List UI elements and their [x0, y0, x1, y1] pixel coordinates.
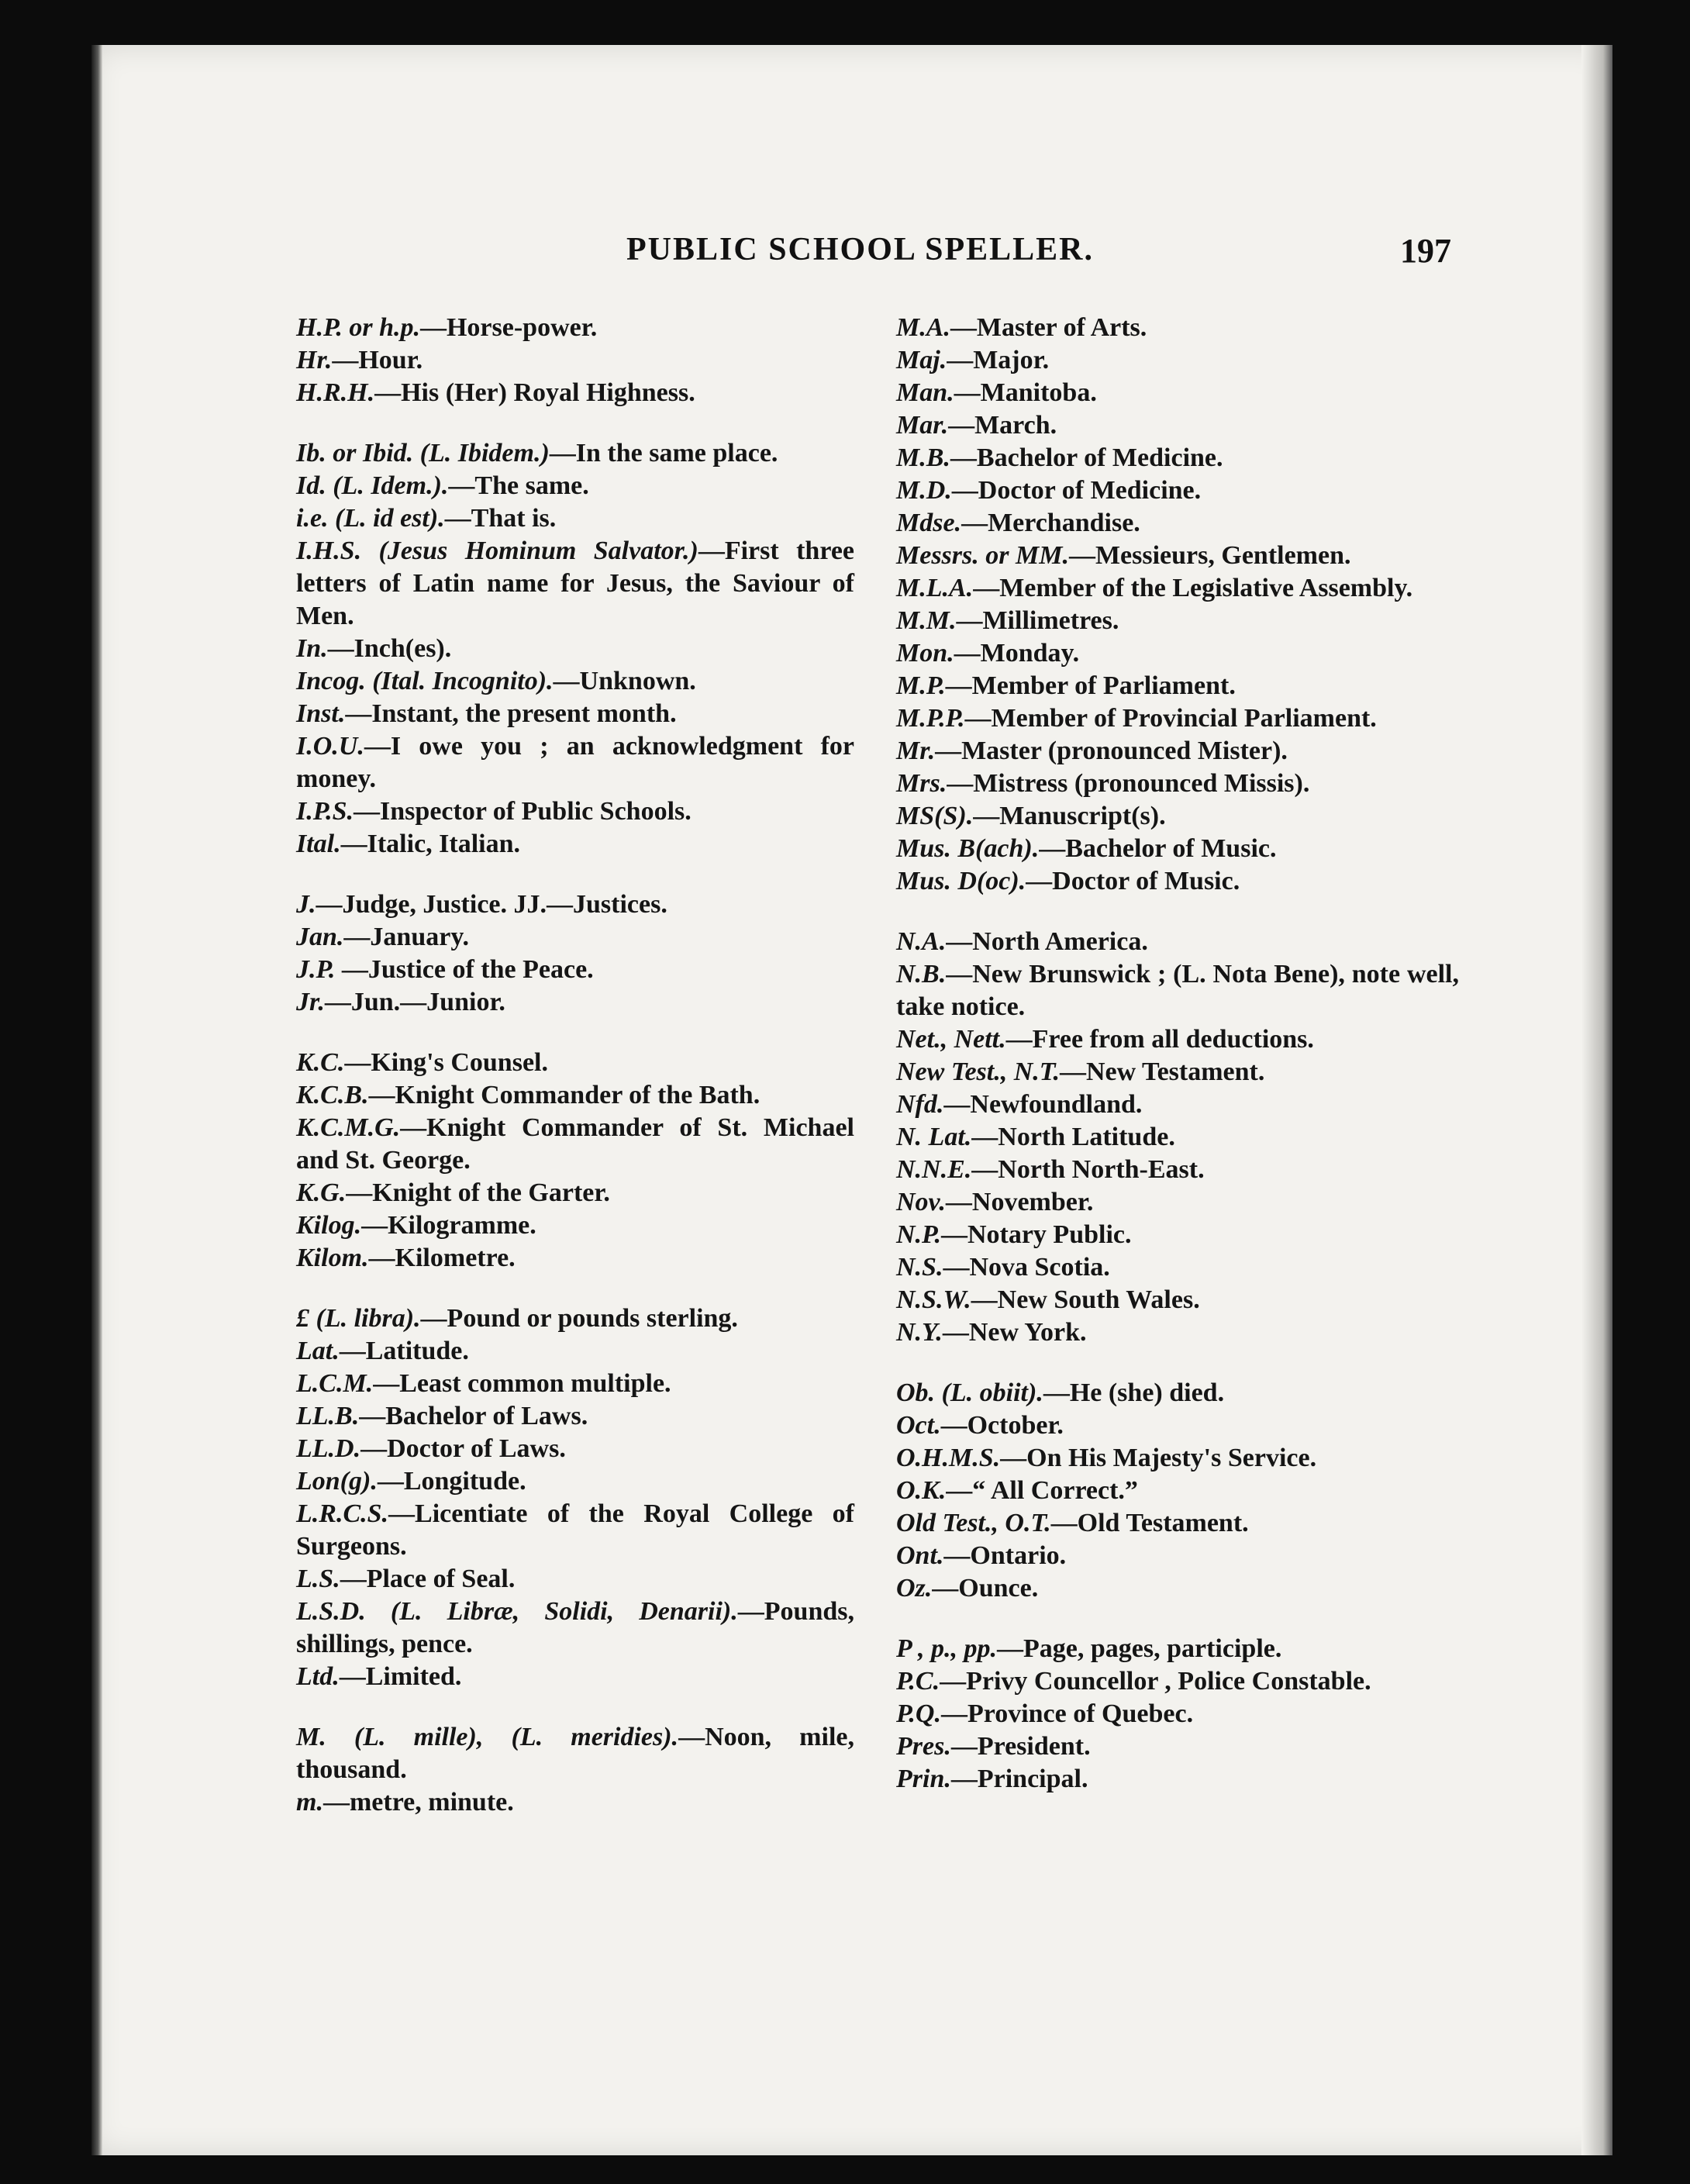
abbreviation-definition: —Longitude. — [377, 1467, 526, 1496]
abbreviation-term: Jan. — [296, 923, 344, 951]
abbreviation-term: Ob. (L. obiit). — [896, 1378, 1043, 1407]
abbreviation-term: Mr. — [896, 737, 936, 765]
abbreviation-entry — [296, 954, 854, 986]
abbreviation-definition: —Old Testament. — [1050, 1509, 1249, 1537]
abbreviation-term: m. — [296, 1788, 323, 1817]
abbreviation-entry — [296, 1302, 854, 1335]
abbreviation-definition: —North America. — [946, 927, 1148, 956]
abbreviation-entry — [296, 1433, 854, 1465]
abbreviation-definition: —Pounds, shillings, pence. — [296, 1597, 854, 1658]
abbreviation-term: Man. — [896, 378, 954, 407]
abbreviation-entry — [896, 377, 1459, 409]
abbreviation-definition: —November. — [945, 1188, 1094, 1216]
abbreviation-entry — [296, 1563, 854, 1596]
abbreviation-entry — [296, 1112, 854, 1177]
abbreviation-entry — [896, 670, 1459, 702]
abbreviation-definition: —Manuscript(s). — [973, 802, 1166, 830]
abbreviation-definition: —Major. — [947, 346, 1050, 374]
abbreviation-term: Lat. — [296, 1337, 340, 1365]
abbreviation-definition: —Bachelor of Medicine. — [950, 443, 1223, 472]
abbreviation-entry — [896, 1377, 1459, 1409]
abbreviation-entry — [296, 535, 854, 633]
abbreviation-entry — [296, 470, 854, 502]
abbreviation-definition: —metre, minute. — [322, 1788, 514, 1817]
abbreviation-term: Oz. — [896, 1574, 933, 1603]
abbreviation-term: P , p., pp. — [896, 1634, 998, 1663]
abbreviation-term: Messrs. or MM. — [896, 541, 1069, 570]
abbreviation-entry — [896, 926, 1459, 958]
abbreviation-entry — [896, 1089, 1459, 1121]
abbreviation-definition: —Italic, Italian. — [340, 830, 521, 858]
abbreviation-definition: —October. — [940, 1411, 1064, 1440]
abbreviation-definition: —Noon, mile, thousand. — [296, 1723, 854, 1784]
abbreviation-term: Nfd. — [896, 1090, 944, 1119]
abbreviation-entry — [296, 1209, 854, 1242]
abbreviation-definition: —Doctor of Laws. — [360, 1434, 566, 1463]
abbreviation-term: M.D. — [896, 476, 952, 505]
abbreviation-entry — [896, 1507, 1459, 1540]
abbreviation-entry — [896, 540, 1459, 572]
abbreviation-entry — [296, 986, 854, 1019]
abbreviation-entry — [296, 312, 854, 344]
abbreviation-entry — [896, 507, 1459, 540]
page-edge — [1581, 45, 1612, 2155]
abbreviation-entry — [896, 768, 1459, 800]
abbreviation-definition: —Horse-power. — [419, 313, 598, 342]
abbreviation-entry — [296, 1079, 854, 1112]
abbreviation-entry — [296, 633, 854, 665]
abbreviation-entry — [296, 1177, 854, 1209]
abbreviation-definition: —I owe you ; an acknowledgment for money. — [296, 732, 854, 793]
abbreviation-entry — [896, 865, 1459, 898]
abbreviation-definition: —Doctor of Music. — [1026, 867, 1240, 895]
abbreviation-entry — [896, 1121, 1459, 1154]
abbreviation-entry — [896, 1219, 1459, 1251]
abbreviation-entry — [896, 1633, 1459, 1665]
abbreviation-entry — [896, 442, 1459, 474]
abbreviation-term: Ital. — [296, 830, 341, 858]
abbreviation-definition: —Principal. — [950, 1765, 1088, 1793]
abbreviation-term: New Test., N.T. — [896, 1057, 1060, 1086]
abbreviation-entry — [896, 1056, 1459, 1089]
abbreviation-definition: —Kilometre. — [368, 1244, 516, 1272]
abbreviation-definition: —Merchandise. — [961, 509, 1140, 537]
abbreviation-entry — [296, 344, 854, 377]
abbreviation-entry — [896, 409, 1459, 442]
abbreviation-entry — [896, 1154, 1459, 1186]
abbreviation-term: £ (L. libra). — [296, 1304, 421, 1333]
abbreviation-term: Id. (L. Idem.). — [296, 471, 449, 500]
abbreviation-entry — [896, 344, 1459, 377]
abbreviation-term: I.P.S. — [296, 797, 354, 826]
abbreviation-definition: —Latitude. — [339, 1337, 469, 1365]
abbreviation-entry — [296, 1400, 854, 1433]
abbreviation-entry — [296, 1721, 854, 1786]
abbreviation-term: Maj. — [896, 346, 947, 374]
abbreviation-definition: —Member of Parliament. — [945, 671, 1236, 700]
abbreviation-term: N.P. — [896, 1220, 941, 1249]
page-number: 197 — [1400, 232, 1451, 270]
abbreviation-entry — [296, 921, 854, 954]
abbreviation-term: Old Test., O.T. — [896, 1509, 1051, 1537]
abbreviation-term: Net., Nett. — [896, 1025, 1006, 1054]
abbreviation-term: Mdse. — [896, 509, 962, 537]
abbreviation-term: Inst. — [296, 699, 346, 728]
abbreviation-entry — [896, 637, 1459, 670]
abbreviation-term: MS(S). — [896, 802, 974, 830]
abbreviation-entry — [896, 1316, 1459, 1349]
abbreviation-definition: —Messieurs, Gentlemen. — [1068, 541, 1351, 570]
abbreviation-definition: —Place of Seal. — [340, 1565, 516, 1593]
abbreviation-term: M. (L. mille), (L. meridies). — [296, 1723, 679, 1751]
abbreviation-term: M.B. — [896, 443, 950, 472]
abbreviation-entry — [896, 1665, 1459, 1698]
abbreviation-definition: —Nova Scotia. — [943, 1253, 1110, 1282]
abbreviation-definition: —New Brunswick ; (L. Nota Bene), note well, take notice. — [896, 960, 1459, 1021]
abbreviation-term: Oct. — [896, 1411, 941, 1440]
abbreviation-entry — [296, 1047, 854, 1079]
abbreviation-entry — [296, 377, 854, 409]
abbreviation-term: M.P. — [896, 671, 946, 700]
abbreviation-entry — [896, 1540, 1459, 1572]
abbreviation-entry — [296, 795, 854, 828]
abbreviation-term: K.C. — [296, 1048, 345, 1077]
abbreviation-entry — [896, 702, 1459, 735]
abbreviation-definition: —Province of Quebec. — [940, 1699, 1194, 1728]
abbreviation-entry — [296, 828, 854, 861]
abbreviation-entry — [896, 1698, 1459, 1730]
abbreviation-term: L.R.C.S. — [296, 1499, 389, 1528]
abbreviation-term: M.P.P. — [896, 704, 965, 733]
page-header — [0, 231, 1690, 278]
abbreviation-definition: —Doctor of Medicine. — [951, 476, 1202, 505]
abbreviation-definition: —Judge, Justice. JJ.—Justices. — [316, 890, 667, 919]
abbreviation-entry — [896, 1284, 1459, 1316]
abbreviation-term: Mar. — [896, 411, 949, 440]
abbreviation-term: In. — [296, 634, 328, 663]
abbreviation-term: N. Lat. — [896, 1123, 972, 1151]
abbreviation-definition: —Jun.—Junior. — [324, 988, 505, 1016]
running-title: PUBLIC SCHOOL SPELLER. — [626, 232, 1094, 267]
abbreviation-definition: —Bachelor of Music. — [1039, 834, 1277, 863]
abbreviation-entry — [296, 1661, 854, 1693]
abbreviation-entry — [896, 958, 1459, 1023]
abbreviation-term: Mon. — [896, 639, 954, 668]
abbreviation-definition: —New Testament. — [1059, 1057, 1265, 1086]
abbreviation-term: Hr. — [296, 346, 333, 374]
abbreviation-term: Kilog. — [296, 1211, 362, 1240]
abbreviation-definition: —Notary Public. — [940, 1220, 1132, 1249]
abbreviation-definition: —Instant, the present month. — [345, 699, 677, 728]
abbreviation-term: K.C.B. — [296, 1081, 369, 1109]
abbreviation-entry — [296, 730, 854, 795]
abbreviation-term: L.C.M. — [296, 1369, 374, 1398]
abbreviation-definition: —That is. — [444, 504, 557, 533]
abbreviation-term: Ib. or Ibid. (L. Ibidem.) — [296, 439, 550, 468]
abbreviation-term: I.O.U. — [296, 732, 364, 761]
abbreviation-definition: —President. — [950, 1732, 1091, 1761]
abbreviation-entry — [896, 1572, 1459, 1605]
abbreviation-term: H.P. or h.p. — [296, 313, 420, 342]
abbreviation-term: N.Y. — [896, 1318, 943, 1347]
abbreviation-definition: —Master of Arts. — [950, 313, 1147, 342]
abbreviation-term: M.M. — [896, 606, 957, 635]
abbreviation-entry — [296, 888, 854, 921]
abbreviation-entry — [296, 437, 854, 470]
abbreviation-definition: —Mistress (pronounced Missis). — [947, 769, 1310, 798]
abbreviation-term: M.L.A. — [896, 574, 974, 602]
abbreviation-entry — [896, 312, 1459, 344]
abbreviation-definition: —Least common multiple. — [373, 1369, 671, 1398]
abbreviation-term: N.S. — [896, 1253, 943, 1282]
abbreviation-definition: —New York. — [942, 1318, 1087, 1347]
abbreviation-entry — [296, 1596, 854, 1661]
abbreviation-term: Lon(g). — [296, 1467, 378, 1496]
abbreviation-term: I.H.S. (Jesus Hominum Salvator.) — [296, 537, 698, 565]
abbreviation-term: P.Q. — [896, 1699, 941, 1728]
abbreviation-term: Jr. — [296, 988, 325, 1016]
abbreviation-definition: —North North-East. — [971, 1155, 1205, 1184]
abbreviation-term: K.G. — [296, 1178, 347, 1207]
abbreviation-entry — [296, 502, 854, 535]
abbreviation-definition: —Knight Commander of the Bath. — [368, 1081, 760, 1109]
abbreviation-definition: —Millimetres. — [956, 606, 1119, 635]
left-column — [296, 312, 854, 1819]
abbreviation-term: Prin. — [896, 1765, 951, 1793]
abbreviation-definition: —Bachelor of Laws. — [359, 1402, 588, 1430]
abbreviation-term: Kilom. — [296, 1244, 369, 1272]
abbreviation-definition: —First three letters of Latin name for Jesus, the Saviour of Men. — [296, 537, 855, 630]
abbreviation-term: i.e. (L. id est). — [296, 504, 445, 533]
abbreviation-term: Ltd. — [296, 1662, 340, 1691]
abbreviation-entry — [896, 572, 1459, 605]
abbreviation-term: L.S. — [296, 1565, 340, 1593]
abbreviation-entry — [296, 698, 854, 730]
abbreviation-definition: —On His Majesty's Service. — [1000, 1444, 1317, 1472]
abbreviation-term: N.B. — [896, 960, 947, 988]
abbreviation-definition: —Inspector of Public Schools. — [354, 797, 692, 826]
abbreviation-term: LL.B. — [296, 1402, 360, 1430]
abbreviation-term: Ont. — [896, 1541, 944, 1570]
abbreviation-definition: —March. — [948, 411, 1057, 440]
abbreviation-definition: —Manitoba. — [954, 378, 1097, 407]
abbreviation-definition: —In the same place. — [549, 439, 778, 468]
abbreviation-term: K.C.M.G. — [296, 1113, 401, 1142]
abbreviation-definition: —New South Wales. — [971, 1285, 1200, 1314]
abbreviation-entry — [896, 1442, 1459, 1475]
abbreviation-definition: —The same. — [448, 471, 589, 500]
abbreviation-definition: —Master (pronounced Mister). — [935, 737, 1288, 765]
abbreviation-entry — [296, 1465, 854, 1498]
abbreviation-term: H.R.H. — [296, 378, 375, 407]
abbreviation-term: Incog. (Ital. Incognito). — [296, 667, 554, 695]
abbreviation-entry — [296, 1242, 854, 1275]
abbreviation-term: LL.D. — [296, 1434, 361, 1463]
abbreviation-definition: —Limited. — [339, 1662, 462, 1691]
abbreviation-definition: —Member of the Legislative Assembly. — [973, 574, 1413, 602]
abbreviation-definition: —Free from all deductions. — [1005, 1025, 1314, 1054]
abbreviation-definition: —Inch(es). — [327, 634, 452, 663]
abbreviation-entry — [296, 1335, 854, 1368]
abbreviation-definition: —Hour. — [332, 346, 423, 374]
abbreviation-term: P.C. — [896, 1667, 940, 1696]
abbreviation-term: Nov. — [896, 1188, 946, 1216]
abbreviation-definition: —Privy Councellor , Police Constable. — [940, 1667, 1371, 1696]
abbreviation-term: O.K. — [896, 1476, 947, 1505]
abbreviation-definition: —January. — [343, 923, 469, 951]
abbreviation-term: N.S.W. — [896, 1285, 971, 1314]
abbreviation-term: L.S.D. (L. Libræ, Solidi, Denarii). — [296, 1597, 738, 1626]
abbreviation-definition: —King's Counsel. — [344, 1048, 548, 1077]
abbreviation-definition: —Pound or pounds sterling. — [420, 1304, 738, 1333]
abbreviation-definition: —Newfoundland. — [943, 1090, 1143, 1119]
abbreviation-entry — [896, 1409, 1459, 1442]
abbreviation-definition: —He (she) died. — [1043, 1378, 1225, 1407]
abbreviation-term: Pres. — [896, 1732, 951, 1761]
abbreviation-term: J.P. — [296, 955, 336, 984]
abbreviation-entry — [896, 1730, 1459, 1763]
abbreviation-entry — [296, 665, 854, 698]
abbreviation-definition: —Knight Commander of St. Michael and St. George. — [296, 1113, 854, 1175]
right-column — [896, 312, 1459, 1796]
abbreviation-entry — [896, 800, 1459, 833]
abbreviation-definition: —Unknown. — [553, 667, 696, 695]
abbreviation-definition: —Knight of the Garter. — [346, 1178, 610, 1207]
abbreviation-definition: —Kilogramme. — [361, 1211, 536, 1240]
abbreviation-definition: —Member of Provincial Parliament. — [964, 704, 1377, 733]
abbreviation-entry — [896, 605, 1459, 637]
abbreviation-term: Mus. D(oc). — [896, 867, 1026, 895]
abbreviation-term: Mrs. — [896, 769, 947, 798]
abbreviation-entry — [296, 1368, 854, 1400]
abbreviation-term: N.N.E. — [896, 1155, 972, 1184]
abbreviation-definition: —Page, pages, participle. — [997, 1634, 1282, 1663]
abbreviation-definition: —Licentiate of the Royal College of Surgeons. — [296, 1499, 854, 1561]
abbreviation-term: J. — [296, 890, 316, 919]
abbreviation-definition: —Justice of the Peace. — [335, 955, 594, 984]
abbreviation-entry — [896, 1763, 1459, 1796]
abbreviation-definition: —Monday. — [954, 639, 1080, 668]
abbreviation-entry — [896, 474, 1459, 507]
abbreviation-definition: —Ounce. — [932, 1574, 1039, 1603]
abbreviation-entry — [296, 1498, 854, 1563]
abbreviation-term: N.A. — [896, 927, 947, 956]
abbreviation-entry — [296, 1786, 854, 1819]
abbreviation-entry — [896, 735, 1459, 768]
abbreviation-term: O.H.M.S. — [896, 1444, 1001, 1472]
abbreviation-entry — [896, 1251, 1459, 1284]
abbreviation-definition: —North Latitude. — [971, 1123, 1175, 1151]
abbreviation-definition: —Ontario. — [943, 1541, 1067, 1570]
abbreviation-term: M.A. — [896, 313, 950, 342]
abbreviation-entry — [896, 1023, 1459, 1056]
book-spine — [91, 45, 102, 2155]
abbreviation-entry — [896, 1186, 1459, 1219]
abbreviation-term: Mus. B(ach). — [896, 834, 1040, 863]
abbreviation-definition: —His (Her) Royal Highness. — [374, 378, 695, 407]
abbreviation-definition: —“ All Correct.” — [946, 1476, 1138, 1505]
abbreviation-entry — [896, 833, 1459, 865]
abbreviation-entry — [896, 1475, 1459, 1507]
